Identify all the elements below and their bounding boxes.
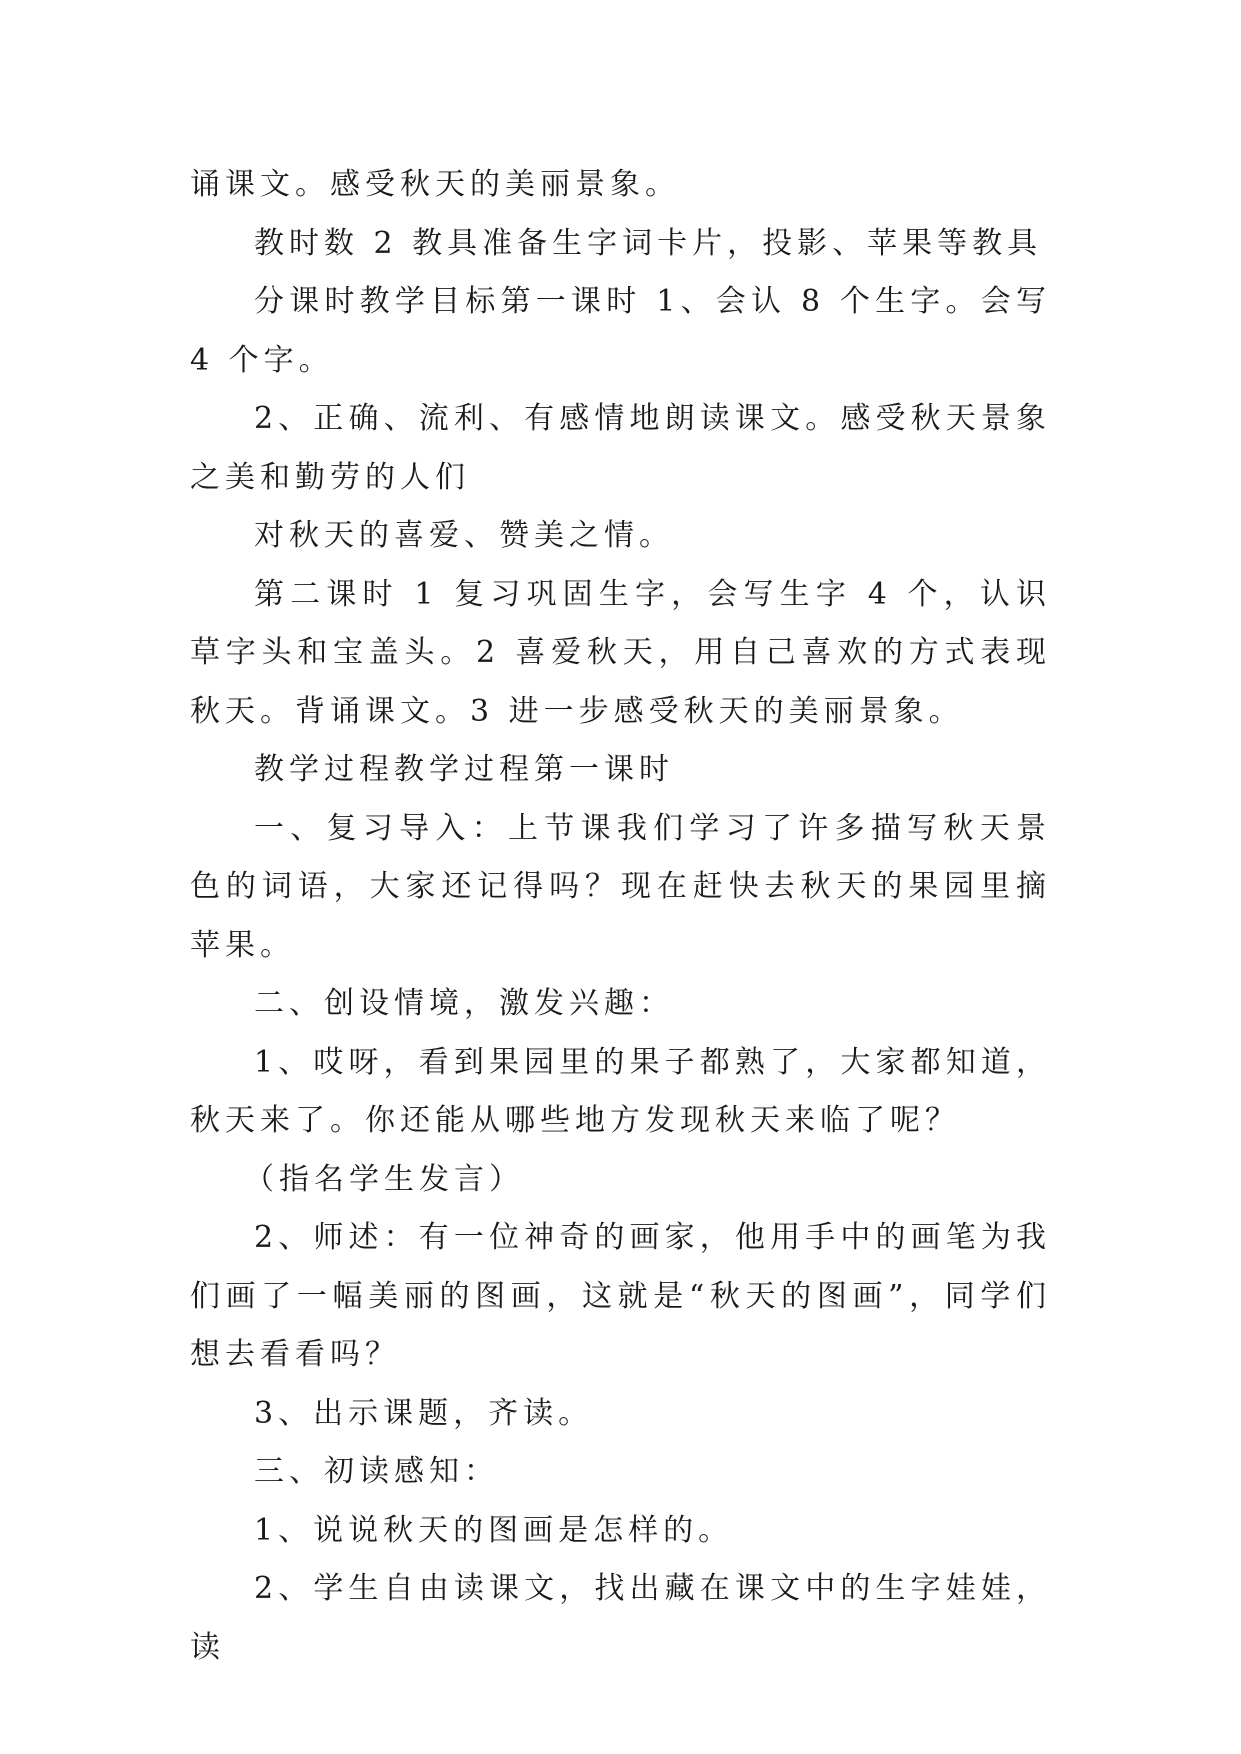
paragraph: 对秋天的喜爱、赞美之情。 [254,518,674,553]
document-body [190,156,1051,1677]
paragraph: 2、学生自由读课文，找出藏在课文中的生字娃娃，读 [190,1571,1051,1665]
paragraph: 2、师述：有一位神奇的画家，他用手中的画笔为我们画了一幅美丽的图画，这就是“秋天的图画”，同学们想去看看吗？ [190,1220,1051,1372]
paragraph: 二、创设情境，激发兴趣： [254,986,674,1021]
paragraph: 3、出示课题，齐读。 [254,1395,594,1431]
paragraph: 教时数 2 教具准备生字词卡片，投影、苹果等教具 [254,225,1043,261]
paragraph: 三、初读感知： [254,1454,499,1489]
paragraph: 诵课文。感受秋天的美丽景象。 [190,167,680,202]
paragraph: 分课时教学目标第一课时 1、会认 8 个生字。会写 4 个字。 [190,284,1051,378]
paragraph: 1、哎呀，看到果园里的果子都熟了，大家都知道，秋天来了。你还能从哪些地方发现秋天来临了呢？ [190,1044,1051,1138]
paragraph: 一、复习导入：上节课我们学习了许多描写秋天景色的词语，大家还记得吗？现在赶快去秋天的果园里摘苹果。 [190,810,1051,963]
paragraph: 1、说说秋天的图画是怎样的。 [254,1512,734,1548]
paragraph: 第二课时 1 复习巩固生字，会写生字 4 个，认识草字头和宝盖头。2 喜爱秋天，用自己喜欢的方式表现秋天。背诵课文。3 进一步感受秋天的美丽景象。 [190,576,1051,729]
paragraph: 2、正确、流利、有感情地朗读课文。感受秋天景象之美和勤劳的人们 [190,401,1051,495]
paragraph: 教学过程教学过程第一课时 [254,752,674,787]
paragraph: （指名学生发言） [244,1161,524,1197]
